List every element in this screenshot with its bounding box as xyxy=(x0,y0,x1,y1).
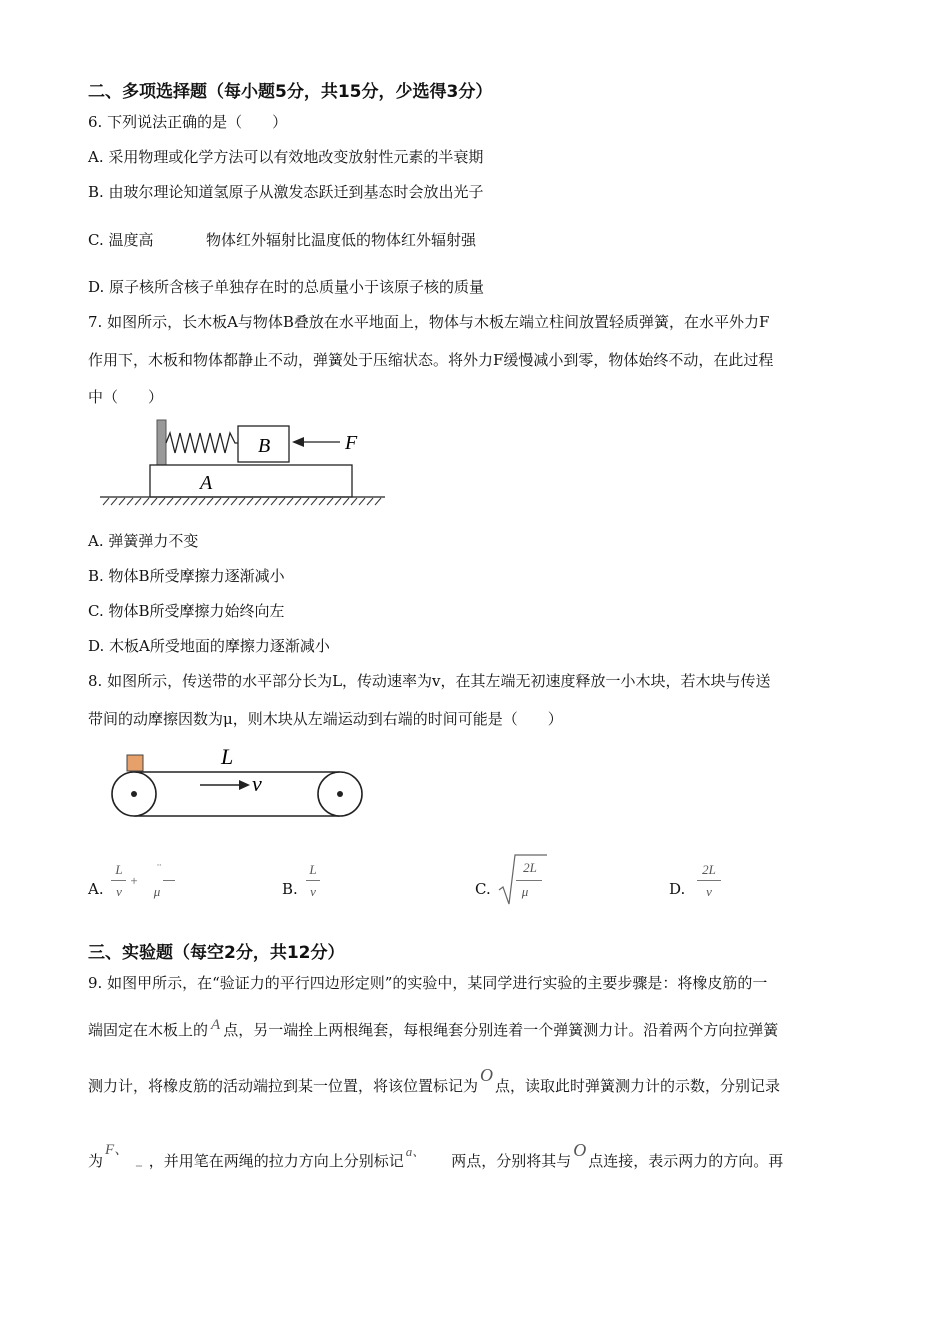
q7-option-d: D. 木板A所受地面的摩擦力逐渐减小 xyxy=(88,637,330,655)
q8-option-a-label: A. xyxy=(88,880,104,898)
q9-line3-part-a: 测力计，将橡皮筋的活动端拉到某一位置，将该位置标记为 xyxy=(88,1077,479,1095)
q7-stem-line1: 7. 如图所示，长木板A与物体B叠放在水平地面上，物体与木板左端立柱间放置轻质弹簧，在水平外力F xyxy=(88,313,770,331)
q8-b-num: L xyxy=(309,862,317,877)
q9-line4-part-a: 为 xyxy=(88,1152,104,1170)
q9-line2 xyxy=(88,1017,779,1041)
q8-label-v: v xyxy=(252,771,262,796)
q7-ground-hatch xyxy=(103,498,381,505)
q7-option-b: B. 物体B所受摩擦力逐渐减小 xyxy=(88,567,285,585)
q8-c-den: μ xyxy=(521,884,529,899)
q9-line4-part-b: ，并用笔在两绳的拉力方向上分别标记 xyxy=(148,1152,404,1170)
q9-symbol-o: O xyxy=(480,1065,494,1085)
q7-label-b: B xyxy=(258,435,271,457)
q8-a-num1: L xyxy=(115,862,123,877)
q8-d-bar xyxy=(697,880,721,881)
q9-line4-part-c: 两点，分别将其与 xyxy=(451,1152,572,1170)
q7-option-a: A. 弹簧弹力不变 xyxy=(88,532,199,550)
q8-figure-conveyor xyxy=(100,740,375,820)
q8-c-num: 2L xyxy=(523,860,537,875)
q7-force-arrowhead xyxy=(292,437,304,447)
q6-option-b: B. 由玻尔理论知道氢原子从激发态跃迁到基态时会放出光子 xyxy=(88,183,484,201)
q8-option-c-label: C. xyxy=(475,880,491,898)
q8-d-num: 2L xyxy=(702,862,716,877)
q8-d-den: v xyxy=(706,884,712,899)
q8-left-axle xyxy=(131,791,137,797)
q6-stem: 6. 下列说法正确的是（ ） xyxy=(88,113,288,131)
q8-velocity-arrowhead xyxy=(239,780,250,790)
q7-spring xyxy=(166,433,238,453)
q9-line3-part-b: 点，读取此时弹簧测力计的示数，分别记录 xyxy=(495,1077,781,1095)
q8-b-bar xyxy=(306,880,320,881)
q7-label-a: A xyxy=(200,472,213,494)
q9-symbol-o-2: O xyxy=(573,1140,587,1160)
q7-stem-line3: 中（ ） xyxy=(88,388,164,406)
q8-stem-line2: 带间的动摩擦因数为μ，则木块从左端运动到右端的时间可能是（ ） xyxy=(88,710,563,728)
q8-option-b-label: B. xyxy=(282,880,298,898)
q8-option-d-label: D. xyxy=(669,880,686,898)
q9-symbol-f: F、 xyxy=(105,1142,130,1158)
q8-a-bar1 xyxy=(111,880,126,881)
q6-option-a: A. 采用物理或化学方法可以有效地改变放射性元素的半衰期 xyxy=(88,148,484,166)
q9-symbol-a: A xyxy=(211,1017,221,1033)
section-2-title: 二、多项选择题（每小题5分，共15分，少选得3分） xyxy=(88,82,493,102)
q8-wood-block xyxy=(127,755,143,771)
q7-stem-line2: 作用下，木板和物体都静止不动，弹簧处于压缩状态。将外力F缓慢减小到零，物体始终不动，在此过程 xyxy=(88,351,774,369)
q7-post xyxy=(157,420,166,465)
q6-option-c-left: C. 温度高 xyxy=(88,231,154,249)
q9-line2-part-b: 点，另一端拴上两根绳套，每根绳套分别连着一个弹簧测力计。沿着两个方向拉弹簧 xyxy=(223,1021,779,1039)
q8-a-num2: ·· xyxy=(156,860,162,870)
q7-option-c: C. 物体B所受摩擦力始终向左 xyxy=(88,602,285,620)
q7-figure-spring-block xyxy=(95,415,395,510)
q9-line2-part-a: 端固定在木板上的 xyxy=(88,1021,209,1039)
q8-a-bar2 xyxy=(163,880,175,881)
q9-line3 xyxy=(88,1065,781,1096)
q8-a-den1: v xyxy=(116,884,122,899)
q9-symbol-a-lower: a、 xyxy=(405,1144,426,1159)
q8-b-den: v xyxy=(310,884,316,899)
q7-label-f: F xyxy=(345,432,358,454)
q9-line4-part-d: 点连接，表示两力的方向。再 xyxy=(588,1152,784,1170)
q6-option-c-right: 物体红外辐射比温度低的物体红外辐射强 xyxy=(206,231,477,249)
q8-a-den2: μ xyxy=(153,884,161,899)
q7-board-a xyxy=(150,465,352,497)
q8-c-bar xyxy=(516,880,542,881)
q8-right-axle xyxy=(337,791,343,797)
q8-a-plus: + xyxy=(130,873,138,888)
q8-label-l: L xyxy=(221,744,234,769)
section-3-title: 三、实验题（每空2分，共12分） xyxy=(88,943,345,963)
q9-dash: – xyxy=(135,1156,143,1174)
q9-line4 xyxy=(88,1140,784,1174)
q8-stem-line1: 8. 如图所示，传送带的水平部分长为L，传动速率为v，在其左端无初速度释放一小木块，若木块与传送 xyxy=(88,672,771,690)
q6-option-d: D. 原子核所含核子单独存在时的总质量小于该原子核的质量 xyxy=(88,278,485,296)
q9-line1: 9. 如图甲所示，在“验证力的平行四边形定则”的实验中，某同学进行实验的主要步骤是：将橡皮筋的一 xyxy=(88,974,768,992)
